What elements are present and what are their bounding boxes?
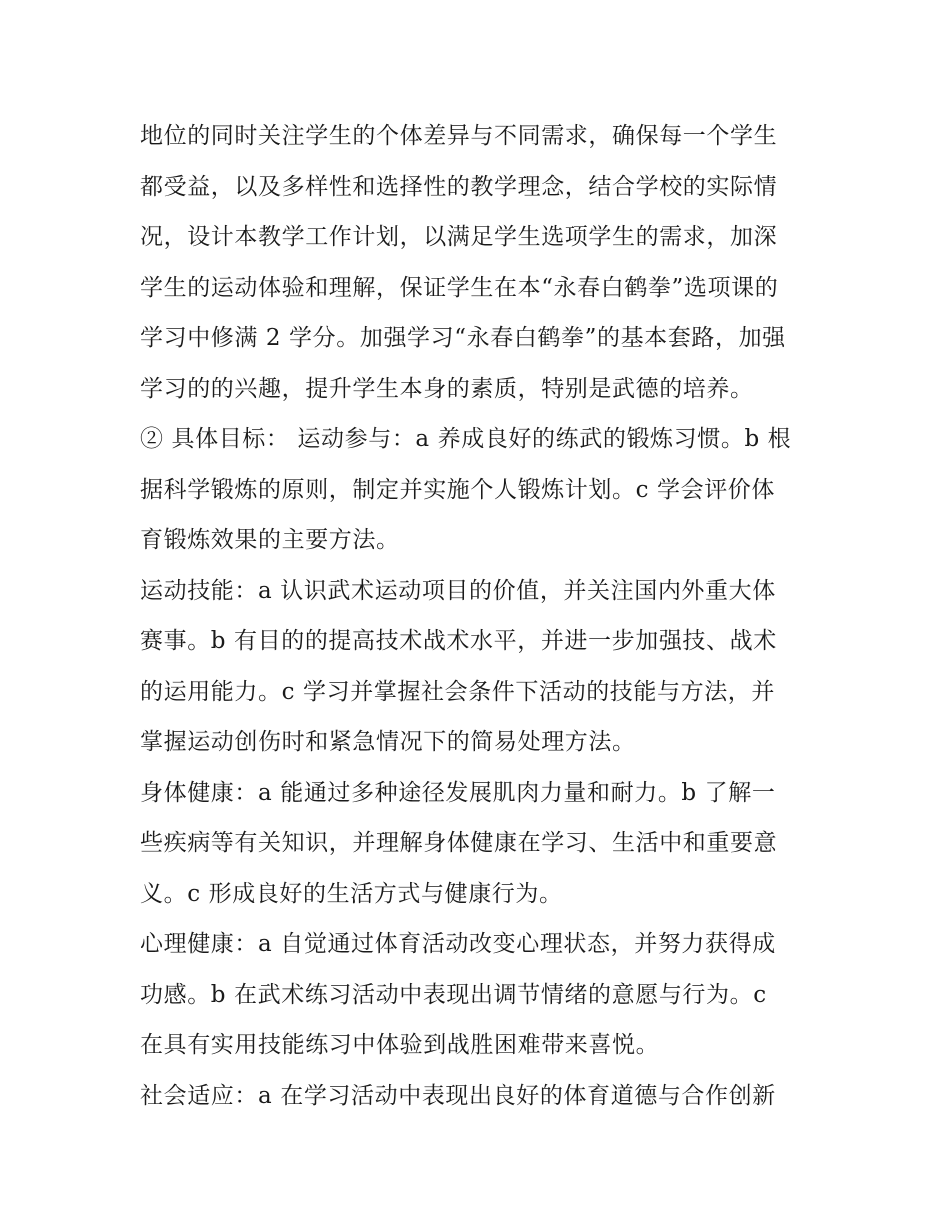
text-line: 学习中修满 2 学分。加强学习“永春白鹤拳”的基本套路，加强 (140, 325, 786, 351)
text-line: 在具有实用技能练习中体验到战胜困难带来喜悦。 (140, 1032, 660, 1058)
text-line: 心理健康：a 自觉通过体育活动改变心理状态，并努力获得成 (140, 931, 776, 957)
text-line: 都受益，以及多样性和选择性的教学理念，结合学校的实际情 (140, 173, 778, 200)
text-line: 社会适应：a 在学习活动中表现出良好的体育道德与合作创新 (140, 1082, 776, 1109)
text-line: 学生的运动体验和理解，保证学生在本“永春白鹤拳”选项课的 (140, 274, 779, 301)
text-line: 功感。b 在武术练习活动中表现出调节情绪的意愿与行为。c (140, 981, 767, 1008)
paragraph-social-adaptation (140, 1071, 812, 1122)
paragraph-teaching-plan (140, 111, 812, 414)
text-line: 据科学锻炼的原则，制定并实施个人锻炼计划。c 学会评价体 (140, 476, 775, 503)
text-line: 赛事。b 有目的的提高技术战术水平，并进一步加强技、战术 (140, 628, 777, 654)
paragraph-motor-skills (140, 566, 812, 768)
paragraph-mental-health (140, 919, 812, 1071)
text-line: ② 具体目标： 运动参与：a 养成良好的练武的锻炼习惯。b 根 (140, 426, 792, 452)
text-line: 的运用能力。c 学习并掌握社会条件下活动的技能与方法，并 (140, 678, 775, 705)
text-line: 掌握运动创伤时和紧急情况下的简易处理方法。 (140, 729, 636, 755)
text-line: 地位的同时关注学生的个体差异与不同需求，确保每一个学生 (140, 123, 778, 149)
paragraph-physical-health (140, 768, 812, 920)
text-line: 育锻炼效果的主要方法。 (140, 527, 400, 553)
text-line: 运动技能：a 认识武术运动项目的价值，并关注国内外重大体 (140, 577, 776, 604)
text-line: 义。c 形成良好的生活方式与健康行为。 (140, 880, 563, 907)
text-line: 些疾病等有关知识，并理解身体健康在学习、生活中和重要意 (140, 830, 778, 856)
document-body (140, 111, 812, 1121)
text-line: 身体健康：a 能通过多种途径发展肌肉力量和耐力。b 了解一 (140, 779, 776, 806)
text-line: 况，设计本教学工作计划，以满足学生选项学生的需求，加深 (140, 224, 778, 250)
text-line: 学习的的兴趣，提升学生本身的素质，特别是武德的培养。 (140, 375, 754, 402)
paragraph-specific-goals (140, 414, 812, 566)
